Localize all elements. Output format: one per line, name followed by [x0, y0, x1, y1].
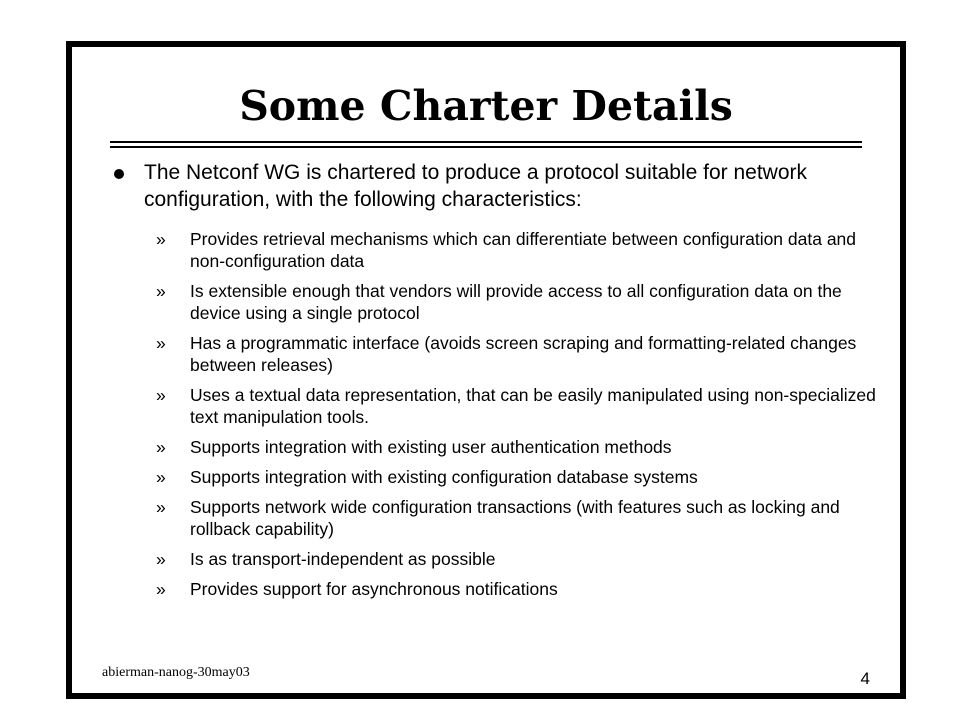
sub-bullet-marker: » — [156, 467, 166, 487]
sub-bullet-marker: » — [156, 497, 166, 517]
page-number: 4 — [860, 669, 870, 688]
main-bullet-text: The Netconf WG is chartered to produce a protocol suitable for network configuration, with the following characteristics: — [144, 161, 807, 211]
sub-bullet-text: Has a programmatic interface (avoids screen scraping and formatting-related changes between releases) — [190, 333, 857, 375]
sub-bullet-item — [156, 228, 876, 272]
main-bullet — [114, 159, 874, 213]
sub-bullet-marker: » — [156, 333, 166, 353]
sub-bullet-text: Supports integration with existing configuration database systems — [190, 467, 698, 487]
slide-title: Some Charter Details — [239, 82, 733, 130]
sub-bullet-item — [156, 548, 876, 570]
sub-bullet-text: Uses a textual data representation, that can be easily manipulated using non-specialized text manipulation tools. — [190, 385, 876, 427]
sub-bullet-text: Is extensible enough that vendors will provide access to all configuration data on the device using a single protocol — [190, 281, 842, 323]
title-underline-bottom — [110, 146, 862, 148]
sub-bullet-item — [156, 496, 876, 540]
bullet-dot-icon — [114, 169, 124, 179]
sub-bullet-item — [156, 466, 876, 488]
sub-bullet-item — [156, 436, 876, 458]
title-underline-top — [110, 141, 862, 143]
sub-bullet-item — [156, 332, 876, 376]
sub-bullet-marker: » — [156, 437, 166, 457]
sub-bullet-text: Is as transport-independent as possible — [190, 549, 496, 569]
sub-bullet-item — [156, 280, 876, 324]
sub-bullet-text: Supports network wide configuration transactions (with features such as locking and rollback capability) — [190, 497, 840, 539]
sub-bullet-list — [156, 228, 876, 608]
sub-bullet-text: Provides support for asynchronous notifications — [190, 579, 558, 599]
sub-bullet-item — [156, 384, 876, 428]
sub-bullet-marker: » — [156, 579, 166, 599]
sub-bullet-text: Provides retrieval mechanisms which can differentiate between configuration data and non-configuration data — [190, 229, 857, 271]
sub-bullet-marker: » — [156, 549, 166, 569]
sub-bullet-marker: » — [156, 281, 166, 301]
sub-bullet-marker: » — [156, 229, 166, 249]
footer-label: abierman-nanog-30may03 — [102, 665, 250, 680]
slide-frame — [66, 41, 906, 699]
sub-bullet-text: Supports integration with existing user authentication methods — [190, 437, 672, 457]
sub-bullet-marker: » — [156, 385, 166, 405]
sub-bullet-item — [156, 578, 876, 600]
